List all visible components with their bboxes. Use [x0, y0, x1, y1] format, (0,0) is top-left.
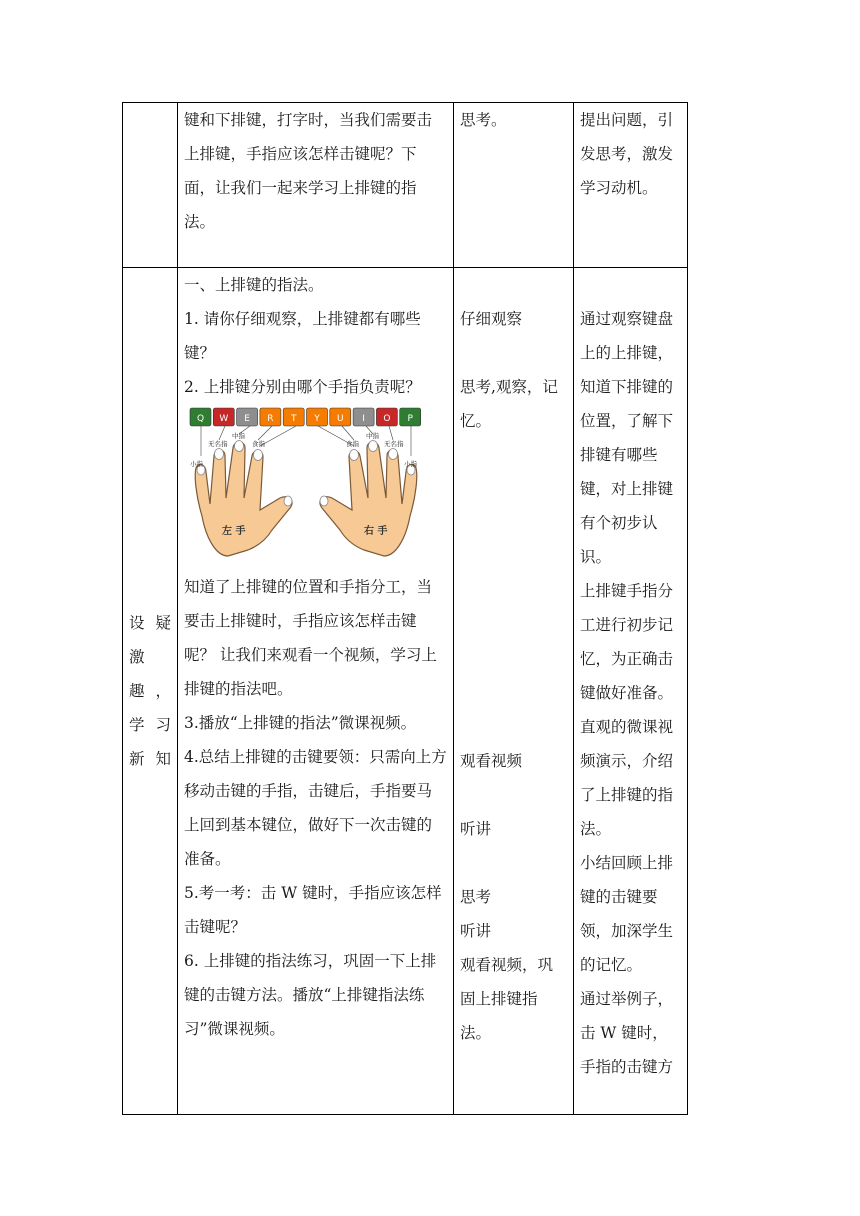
- left-hand: [195, 441, 292, 557]
- right-hand: [320, 441, 417, 557]
- table-row: [123, 103, 688, 268]
- student-activity: 仔细观察: [460, 310, 523, 328]
- lesson-plan-table: [122, 102, 688, 1115]
- key-label: O: [383, 414, 391, 424]
- key-label: E: [244, 414, 250, 424]
- content-paragraph: 2. 上排键分别由哪个手指负责呢？: [184, 378, 421, 396]
- student-activity: 思考。: [460, 111, 507, 129]
- content-paragraph: 1. 请你仔细观察，上排键都有哪些键？: [184, 310, 421, 362]
- design-intent: 通过观察键盘上的上排键，知道下排键的位置，了解下排键有哪些键，对上排键有个初步认识。: [580, 310, 674, 566]
- student-activity: 思考,观察，记忆。: [460, 378, 558, 430]
- stage-cell: [123, 103, 178, 268]
- table-row: [123, 268, 688, 1115]
- student-activity: 观看视频: [460, 752, 523, 770]
- key-label: T: [290, 414, 297, 424]
- keyboard-hands-figure: [188, 406, 424, 566]
- teacher-activity-cell: [178, 268, 454, 1115]
- content-paragraph: 4.总结上排键的击键要领：只需向上方移动击键的手指，击键后，手指要马上回到基本键位，做好下一次击键的准备。: [184, 748, 447, 868]
- content-paragraph: 6. 上排键的指法练习，巩固一下上排键的击键方法。播放“上排键指法练习”微课视频。: [184, 952, 437, 1038]
- design-intent: 提出问题，引发思考，激发学习动机。: [580, 111, 674, 197]
- upper-row-keys: [190, 408, 421, 426]
- student-activity: 听讲: [460, 820, 492, 838]
- finger-label: 小指: [404, 460, 417, 468]
- finger-label: 中指: [232, 432, 245, 440]
- content-paragraph: 键和下排键，打字时，当我们需要击上排键，手指应该怎样击键呢？下面，让我们一起来学习上排键的指法。: [184, 111, 433, 231]
- key-label: W: [219, 414, 229, 424]
- left-hand-label: 左 手: [222, 526, 246, 537]
- student-activity: 观看视频，巩固上排键指法。: [460, 956, 554, 1042]
- design-intent: 上排键手指分工进行初步记忆，为正确击键做好准备。: [580, 582, 674, 702]
- design-intent: 直观的微课视频演示，介绍了上排键的指法。: [580, 718, 674, 838]
- design-intent: 通过举例子，击 W 键时，手指的击键方: [580, 990, 674, 1076]
- finger-label: 小指: [190, 460, 203, 468]
- key-label: Y: [314, 414, 320, 424]
- content-paragraph: 3.播放“上排键的指法”微课视频。: [184, 714, 417, 732]
- finger-label: 无名指: [384, 440, 404, 448]
- key-label: P: [407, 414, 413, 424]
- student-activity: 思考: [460, 888, 492, 906]
- content-paragraph: 5.考一考：击 W 键时，手指应该怎样击键呢？: [184, 884, 442, 936]
- teacher-activity-cell: [178, 103, 454, 268]
- key-label: Q: [196, 414, 205, 424]
- finger-label: 无名指: [208, 440, 228, 448]
- key-label: I: [362, 414, 365, 424]
- key-label: R: [267, 414, 274, 424]
- content-paragraph: 知道了上排键的位置和手指分工，当要击上排键时，手指应该怎样击键呢？ 让我们来观看一个视频，学习上排键的指法吧。: [184, 578, 437, 698]
- student-activity-cell: [454, 103, 574, 268]
- design-intent-cell: [574, 103, 688, 268]
- design-intent-cell: [574, 268, 688, 1115]
- finger-label: 食指: [346, 440, 359, 448]
- design-intent: 小结回顾上排键的击键要领，加深学生的记忆。: [580, 854, 674, 974]
- finger-label: 食指: [252, 440, 265, 448]
- right-hand-label: 右 手: [364, 526, 388, 537]
- stage-label: 设疑激趣，学习新知: [129, 614, 171, 768]
- student-activity: 听讲: [460, 922, 492, 940]
- key-label: U: [337, 414, 344, 424]
- stage-cell: [123, 268, 178, 1115]
- student-activity-cell: [454, 268, 574, 1115]
- finger-label: 中指: [366, 432, 379, 440]
- section-heading: 一、上排键的指法。: [184, 276, 324, 294]
